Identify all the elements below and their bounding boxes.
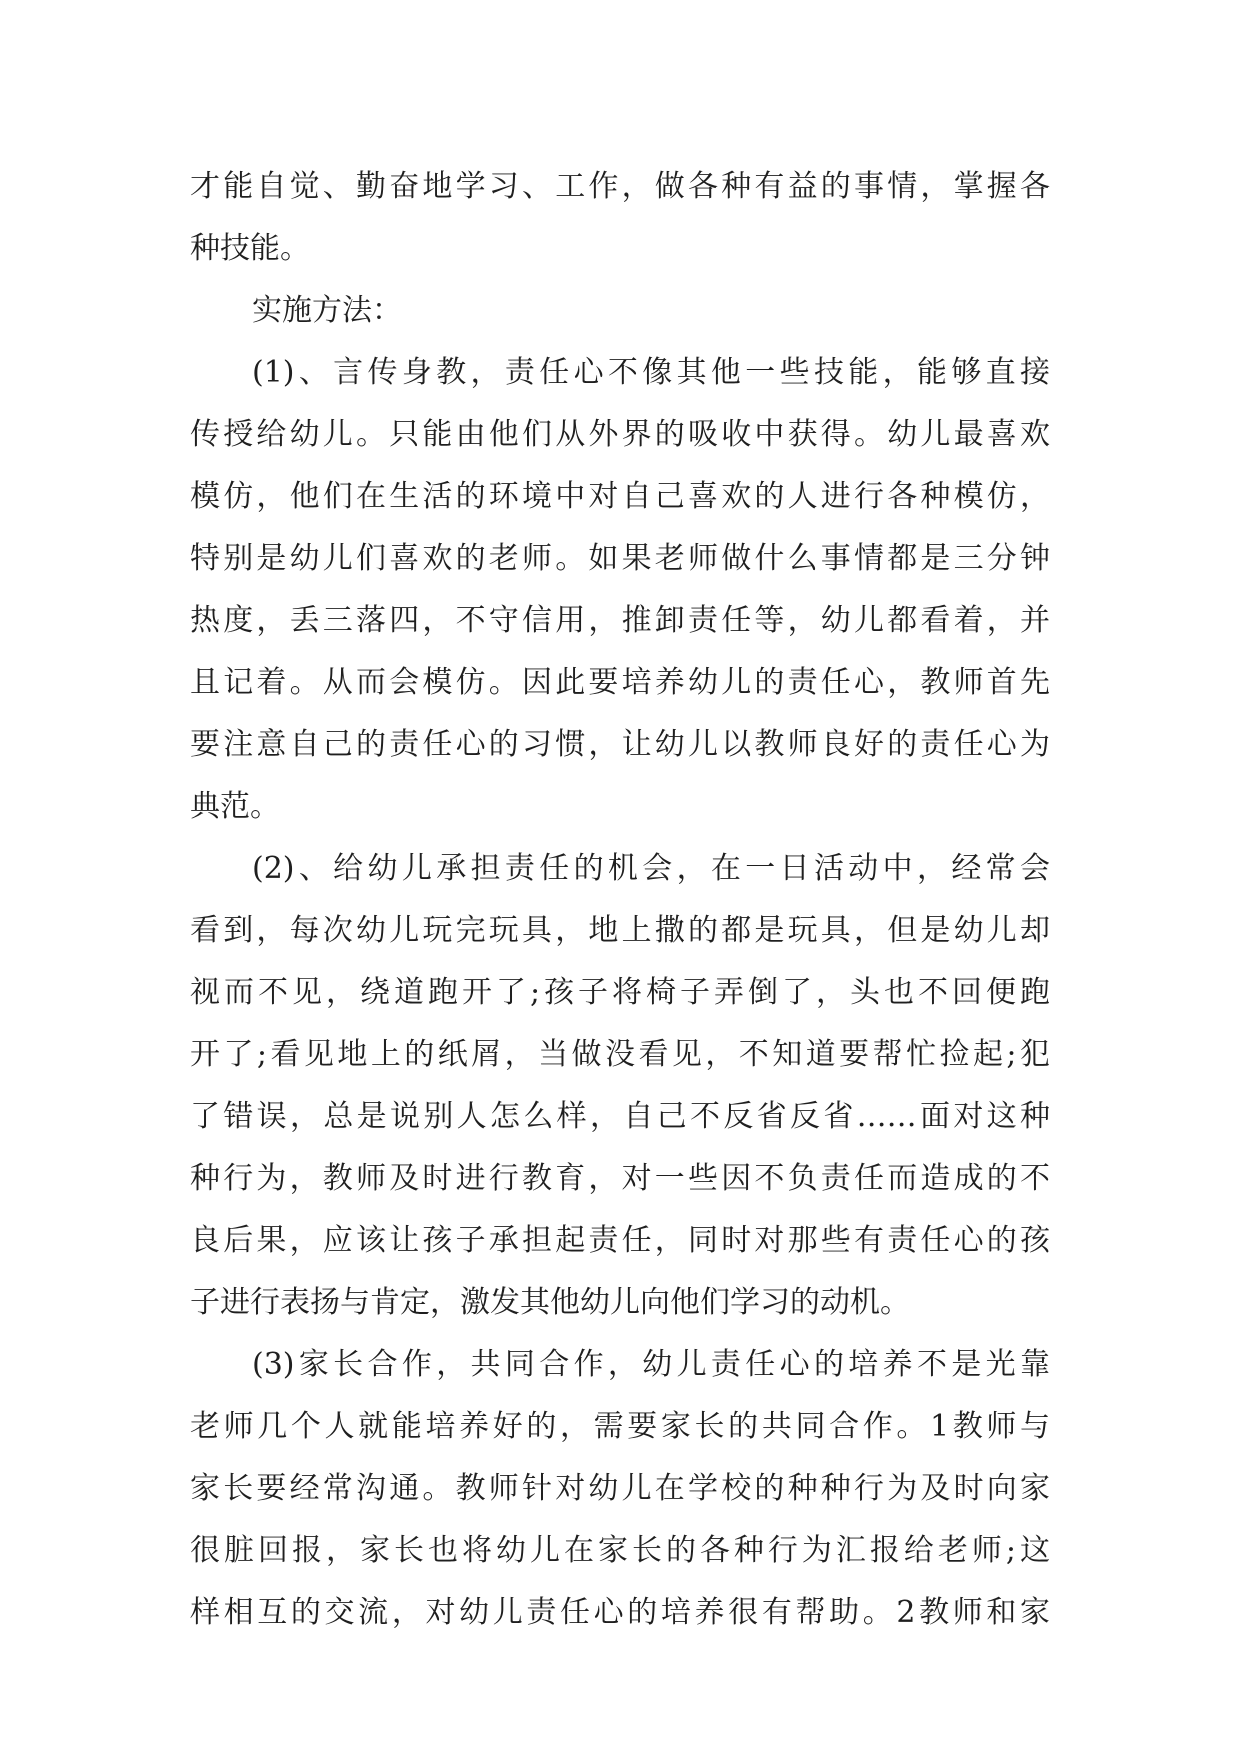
paragraph-1-start: (1)、言传身教，责任心不像其他一些技能，能够直接: [252, 355, 1050, 390]
text-line: 子进行表扬与肯定，激发其他幼儿向他们学习的动机。: [190, 1285, 910, 1320]
text-line: 良后果，应该让孩子承担起责任，同时对那些有责任心的孩: [190, 1223, 1050, 1258]
text-line: 看到，每次幼儿玩完玩具，地上撒的都是玩具，但是幼儿却: [190, 913, 1050, 948]
document-body: [190, 156, 1050, 1644]
text-line: 开了;看见地上的纸屑，当做没看见，不知道要帮忙捡起;犯: [190, 1037, 1050, 1072]
text-line: 才能自觉、勤奋地学习、工作，做各种有益的事情，掌握各: [190, 169, 1050, 204]
text-line: 种技能。: [190, 231, 310, 266]
text-line: 种行为，教师及时进行教育，对一些因不负责任而造成的不: [190, 1161, 1050, 1196]
text-line: 视而不见，绕道跑开了;孩子将椅子弄倒了，头也不回便跑: [190, 975, 1050, 1010]
text-line: 特别是幼儿们喜欢的老师。如果老师做什么事情都是三分钟: [190, 541, 1050, 576]
text-line: 模仿，他们在生活的环境中对自己喜欢的人进行各种模仿，: [190, 479, 1050, 514]
paragraph-3-start: (3)家长合作，共同合作，幼儿责任心的培养不是光靠: [252, 1347, 1050, 1382]
text-line: 热度，丢三落四，不守信用，推卸责任等，幼儿都看着，并: [190, 603, 1050, 638]
text-line: 家长要经常沟通。教师针对幼儿在学校的种种行为及时向家: [190, 1471, 1050, 1506]
text-line: 了错误，总是说别人怎么样，自己不反省反省……面对这种: [190, 1099, 1050, 1134]
text-line: 典范。: [190, 789, 280, 824]
paragraph-2-start: (2)、给幼儿承担责任的机会，在一日活动中，经常会: [252, 851, 1050, 886]
text-line: 很脏回报，家长也将幼儿在家长的各种行为汇报给老师;这: [190, 1533, 1050, 1568]
text-line: 传授给幼儿。只能由他们从外界的吸收中获得。幼儿最喜欢: [190, 417, 1050, 452]
text-line: 样相互的交流，对幼儿责任心的培养很有帮助。2教师和家: [190, 1595, 1050, 1630]
section-heading: 实施方法：: [252, 293, 402, 328]
text-line: 老师几个人就能培养好的，需要家长的共同合作。1教师与: [190, 1409, 1050, 1444]
text-line: 要注意自己的责任心的习惯，让幼儿以教师良好的责任心为: [190, 727, 1050, 762]
text-line: 且记着。从而会模仿。因此要培养幼儿的责任心，教师首先: [190, 665, 1050, 700]
